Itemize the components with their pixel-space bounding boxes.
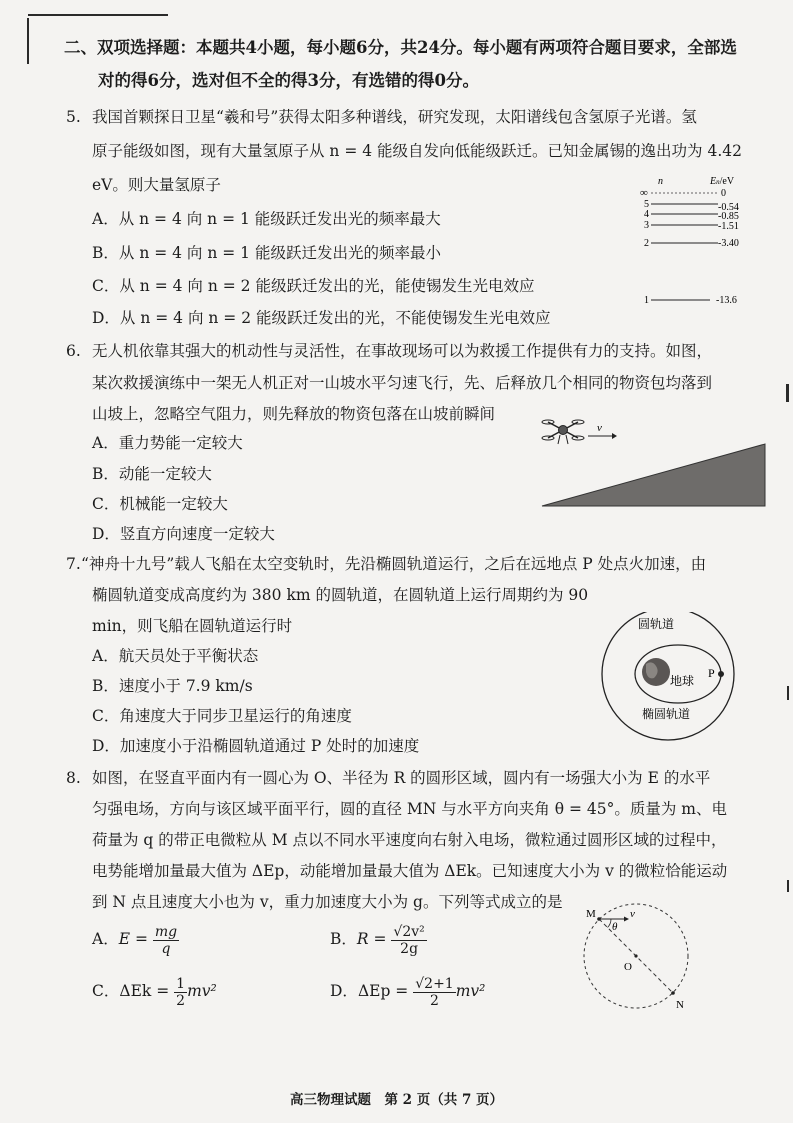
q5-stem-line2: 原子能级如图，现有大量氢原子从 n = 4 能级自发向低能级跃迁。已知金属锡的逸出功为 4.42 bbox=[92, 142, 742, 160]
velocity-arrow-icon bbox=[586, 422, 618, 442]
level-n-4: 4 bbox=[644, 209, 649, 220]
q8-stem-line3: 荷量为 q 的带正电微粒从 M 点以不同水平速度向右射入电场，微粒通过圆形区域的过程中， bbox=[92, 831, 727, 849]
earth-label: 地球 bbox=[670, 674, 695, 688]
q6-stem-line2: 某次救援演练中一架无人机正对一山坡水平匀速飞行，先、后释放几个相同的物资包均落到 bbox=[92, 374, 713, 392]
q8-stem-line1: 如图，在竖直平面内有一圆心为 O、半径为 R 的圆形区域，圆内有一场强大小为 E 的水平 bbox=[92, 769, 711, 787]
level-header-e: En/eV bbox=[710, 176, 735, 187]
q7-option-b: B．速度小于 7.9 km/s bbox=[92, 677, 253, 695]
level-n-3: 3 bbox=[644, 220, 649, 231]
level-e-2: -3.40 bbox=[718, 238, 739, 249]
section-heading-line2: 对的得6分，选对但不全的得3分，有选错的得0分。 bbox=[98, 71, 479, 90]
point-p-marker bbox=[718, 671, 724, 677]
point-p-label: P bbox=[708, 666, 715, 680]
q5-option-a: A．从 n = 4 向 n = 1 能级跃迁发出光的频率最大 bbox=[92, 210, 441, 228]
q7-option-c: C．角速度大于同步卫星运行的角速度 bbox=[92, 707, 352, 725]
q6-stem-line1: 无人机依靠其强大的机动性与灵活性，在事故现场可以为救援工作提供有力的支持。如图， bbox=[92, 342, 713, 360]
energy-level-diagram bbox=[638, 172, 758, 312]
drone-velocity-label: v bbox=[597, 422, 602, 434]
q6-stem-line3: 山坡上，忽略空气阻力，则先释放的物资包落在山坡前瞬间 bbox=[92, 405, 496, 423]
scan-edge-right-mark bbox=[786, 384, 789, 402]
section-heading-line1: 二、双项选择题：本题共4小题，每小题6分，共24分。每小题有两项符合题目要求，全部选 bbox=[64, 38, 737, 57]
q7-stem-line3: min，则飞船在圆轨道运行时 bbox=[92, 617, 293, 635]
q5-stem-line1: 我国首颗探日卫星“羲和号”获得太阳多种谱线，研究发现，太阳谱线包含氢原子光谱。氢 bbox=[92, 108, 697, 126]
page-footer: 高三物理试题 第 2 页（共 7 页） bbox=[289, 1092, 504, 1108]
q8-option-c: C．ΔEk = $\frac{1}{2}$ mv² bbox=[92, 975, 217, 1009]
level-header-n: n bbox=[658, 176, 663, 187]
center-o-label: O bbox=[624, 961, 632, 973]
level-n-5: 5 bbox=[644, 199, 649, 210]
level-e-inf: 0 bbox=[721, 188, 726, 199]
level-e-3: -1.51 bbox=[718, 221, 739, 232]
orbit-diagram bbox=[596, 612, 746, 742]
level-n-2: 2 bbox=[644, 238, 649, 249]
level-e-1: -13.6 bbox=[716, 295, 737, 306]
scan-edge-left bbox=[27, 18, 29, 64]
q8-option-d-fraction: $\frac{√2+1}{2}$ bbox=[415, 975, 454, 1009]
level-e-4: -0.85 bbox=[718, 211, 739, 222]
level-n-1: 1 bbox=[644, 295, 649, 306]
q8-option-d: D．ΔEp = $\frac{√2+1}{2}$ mv² bbox=[330, 975, 486, 1009]
q8-option-b-fraction: $\frac{\text{√2v²}}{2g}$ bbox=[393, 923, 425, 957]
q5-option-b: B．从 n = 4 向 n = 1 能级跃迁发出光的频率最小 bbox=[92, 244, 441, 262]
q7-number: 7. bbox=[66, 555, 81, 573]
q8-stem-line5: 到 N 点且速度大小也为 v，重力加速度大小为 g。下列等式成立的是 bbox=[92, 893, 563, 911]
q6-option-b: B．动能一定较大 bbox=[92, 465, 212, 483]
q8-option-a: A．E = $\frac{mg}{q}$ bbox=[92, 923, 178, 957]
q6-option-a: A．重力势能一定较大 bbox=[92, 434, 243, 452]
velocity-v-label: v bbox=[630, 908, 635, 920]
q5-number: 5. bbox=[66, 108, 81, 126]
q5-option-d: D．从 n = 4 向 n = 2 能级跃迁发出的光，不能使锡发生光电效应 bbox=[92, 309, 551, 327]
q8-option-b: B．R = $\frac{\text{√2v²}}{2g}$ bbox=[330, 923, 425, 957]
scan-edge-top bbox=[28, 14, 168, 16]
level-e-5: -0.54 bbox=[718, 202, 739, 213]
q5-stem-line3: eV。则大量氢原子 bbox=[92, 176, 221, 194]
ellipse-orbit-label: 椭圆轨道 bbox=[642, 707, 691, 721]
q6-option-c: C．机械能一定较大 bbox=[92, 495, 228, 513]
q7-stem-line1: “神舟十九号”载人飞船在太空变轨时，先沿椭圆轨道运行，之后在远地点 P 处点火加速，由 bbox=[81, 555, 707, 573]
q8-number: 8. bbox=[66, 769, 81, 787]
point-m-label: M bbox=[586, 908, 596, 920]
q6-number: 6. bbox=[66, 342, 81, 360]
q8-option-a-fraction: $\frac{mg}{q}$ bbox=[154, 923, 178, 957]
q7-stem-line2: 椭圆轨道变成高度约为 380 km 的圆轨道，在圆轨道上运行周期约为 90 bbox=[92, 586, 589, 604]
scan-edge-right-mark bbox=[787, 686, 789, 700]
q8-option-c-fraction: $\frac{1}{2}$ bbox=[176, 975, 186, 1009]
field-circle-diagram bbox=[576, 898, 706, 1018]
q5-option-c: C．从 n = 4 向 n = 2 能级跃迁发出的光，能使锡发生光电效应 bbox=[92, 277, 535, 295]
q7-option-a: A．航天员处于平衡状态 bbox=[92, 647, 259, 665]
q6-option-d: D．竖直方向速度一定较大 bbox=[92, 525, 275, 543]
q8-stem-line4: 电势能增加量最大值为 ΔEp，动能增加量最大值为 ΔEk。已知速度大小为 v 的微粒恰能运动 bbox=[92, 862, 728, 880]
point-n-label: N bbox=[676, 999, 684, 1011]
level-n-inf: ∞ bbox=[640, 187, 648, 199]
circle-orbit-label: 圆轨道 bbox=[638, 617, 675, 631]
slope-figure bbox=[538, 440, 768, 510]
q8-stem-line2: 匀强电场，方向与该区域平面平行，圆的直径 MN 与水平方向夹角 θ = 45°。质量为 m、电 bbox=[92, 800, 727, 818]
scan-edge-right-mark bbox=[787, 880, 789, 892]
angle-theta-label: θ bbox=[612, 921, 618, 933]
q7-option-d: D．加速度小于沿椭圆轨道通过 P 处时的加速度 bbox=[92, 737, 420, 755]
